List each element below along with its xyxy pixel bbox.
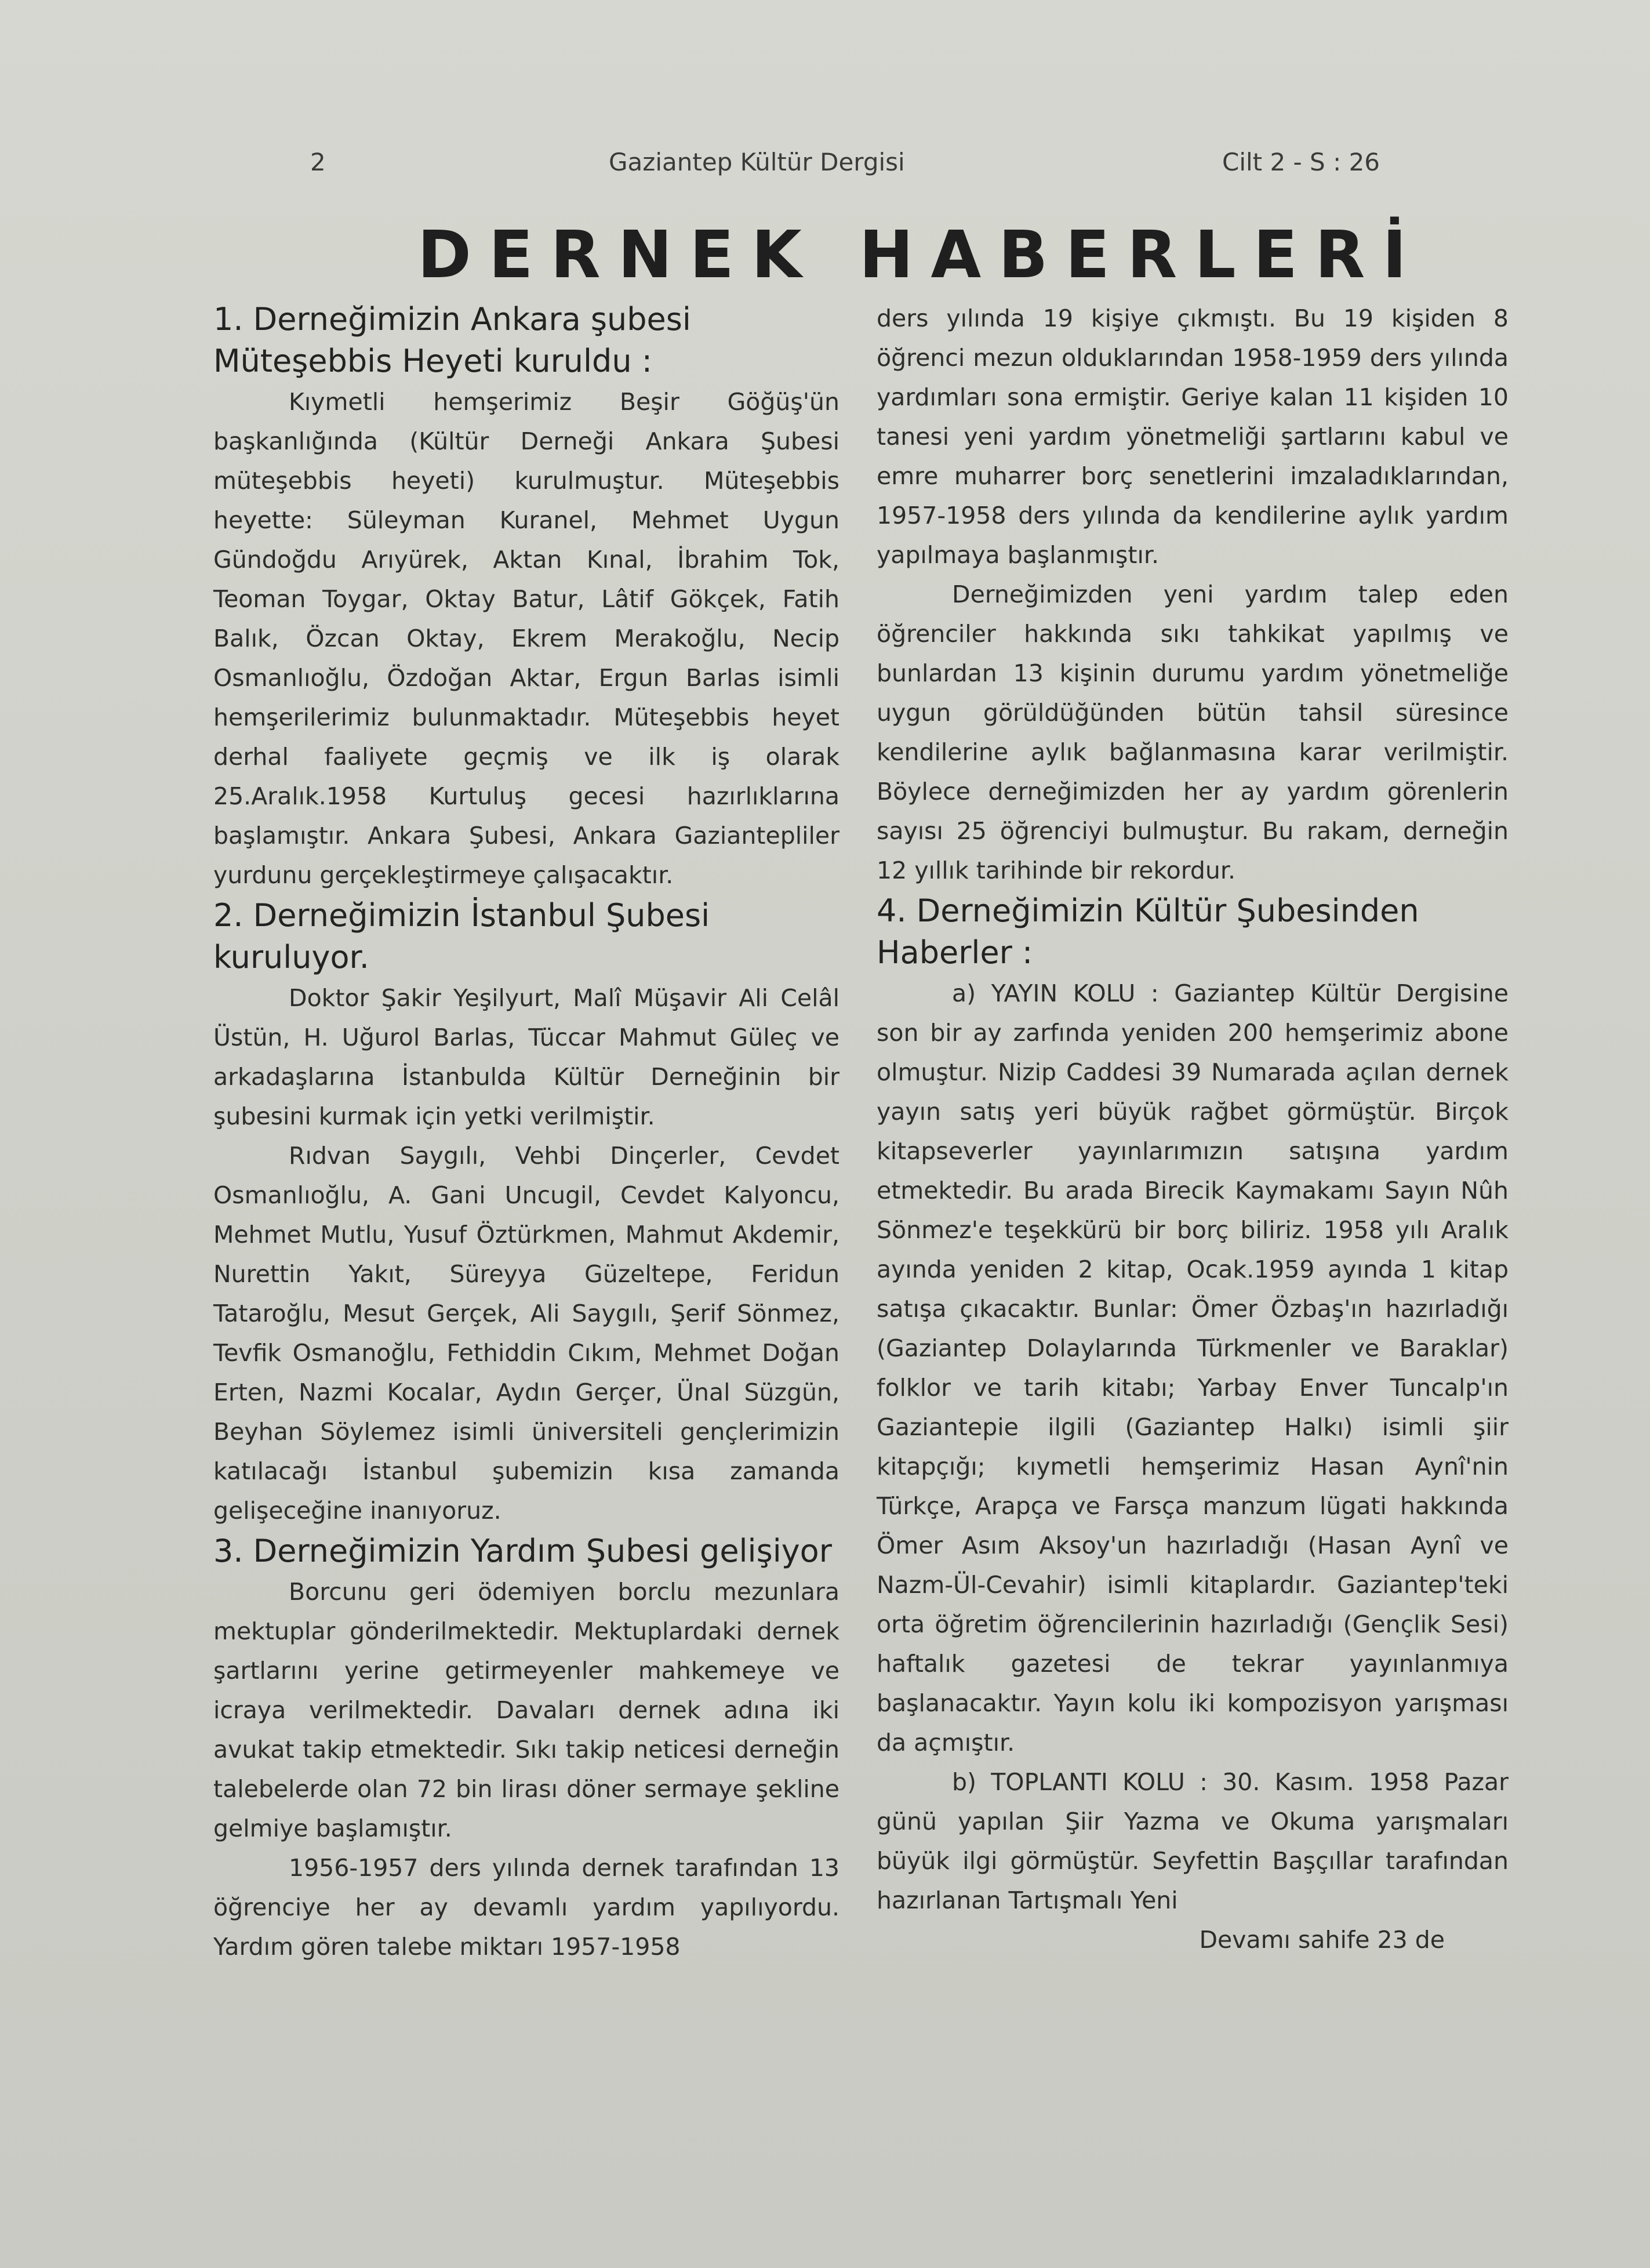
right-paragraph-2: Derneğimizden yeni yardım talep eden öğrenciler hakkında sıkı tahkikat yapılmış ve bunlardan 13 kişinin durumu yardım yönetmeliğe uygun görüldüğünden bütün tahsil süresince kendilerine aylık bağlanmasına karar verilmiştir. Böylece derneğimizden her ay yardım görenlerin sayısı 25 öğrenciyi bulmuştur. Bu rakam, derneğin 12 yıllık tarihinde bir rekordur. bbox=[877, 580, 1509, 884]
journal-name: Gaziantep Kültür Dergisi bbox=[609, 148, 905, 176]
page-number: 2 bbox=[310, 148, 326, 176]
section-2-heading: 2. Derneğimizin İstanbul Şubesi kuruluyor. bbox=[213, 897, 710, 975]
right-paragraph-1: ders yılında 19 kişiye çıkmıştı. Bu 19 kişiden 8 öğrenci mezun olduklarından 1958-1959 ders yılında yardımları sona ermiştir. Geriye kalan 11 kişiden 10 tanesi yeni yardım yönetmeliği şartlarını kabul ve emre muharrer borç senetlerini imzaladıklarından, 1957-1958 ders yılında da kendilerine aylık yardım yapılmaya başlanmıştır. bbox=[877, 304, 1509, 569]
section-3-paragraph-2: 1956-1957 ders yılında dernek tarafından 13 öğrenciye her ay devamlı yardım yapılıyordu. Yardım gören talebe miktarı 1957-1958 bbox=[213, 1854, 839, 1961]
section-1-heading: 1. Derneğimizin Ankara şubesi Müteşebbis Heyeti kuruldu : bbox=[213, 301, 691, 379]
section-4-heading: 4. Derneğimizin Kültür Şubesinden Haberler : bbox=[877, 892, 1419, 971]
continued-note: Devamı sahife 23 de bbox=[1199, 1926, 1445, 1954]
section-3-paragraph-1: Borcunu geri ödemiyen borclu mezunlara mektuplar gönderilmektedir. Mektuplardaki dernek şartlarını yerine getirmeyenler mahkemeye ve icraya verilmektedir. Davaları dernek adına iki avukat takip etmektedir. Sıkı takip neticesi derneğin talebelerde olan 72 bin lirası döner sermaye şekline gelmiye başlamıştır. bbox=[213, 1578, 839, 1842]
right-column bbox=[877, 299, 1509, 1959]
running-header bbox=[0, 148, 1650, 188]
section-2-paragraph-1: Doktor Şakir Yeşilyurt, Malî Müşavir Ali Celâl Üstün, H. Uğurol Barlas, Tüccar Mahmut Güleç ve arkadaşlarına İstanbulda Kültür Derneğinin bir şubesini kurmak için yetki verilmiştir. bbox=[213, 984, 839, 1130]
section-1-paragraph: Kıymetli hemşerimiz Beşir Göğüş'ün başkanlığında (Kültür Derneği Ankara Şubesi müteşebbis heyeti) kurulmuştur. Müteşebbis heyette: Süleyman Kuranel, Mehmet Uygun Gündoğdu Arıyürek, Aktan Kınal, İbrahim Tok, Teoman Toygar, Oktay Batur, Lâtif Gökçek, Fatih Balık, Özcan Oktay, Ekrem Merakoğlu, Necip Osmanlıoğlu, Özdoğan Aktar, Ergun Barlas isimli hemşerilerimiz bulunmaktadır. Müteşebbis heyet derhal faaliyete geçmiş ve ilk iş olarak 25.Aralık.1958 Kurtuluş gecesi hazırlıklarına başlamıştır. Ankara Şubesi, Ankara Gaziantepliler yurdunu gerçekleştirmeye çalışacaktır. bbox=[213, 388, 839, 889]
issue-info: Cilt 2 - S : 26 bbox=[1222, 148, 1380, 176]
page-title: DERNEK HABERLERİ bbox=[417, 217, 1424, 293]
yayin-kolu-paragraph: a) YAYIN KOLU : Gaziantep Kültür Dergisine son bir ay zarfında yeniden 200 hemşerimiz abone olmuştur. Nizip Caddesi 39 Numarada açılan dernek yayın satış yeri büyük rağbet görmüştür. Birçok kitapseverler yayınlarımızın satışına yardım etmektedir. Bu arada Birecik Kaymakamı Sayın Nûh Sönmez'e teşekkürü bir borç biliriz. 1958 yılı Aralık ayında yeniden 2 kitap, Ocak.1959 ayında 1 kitap satışa çıkacaktır. Bunlar: Ömer Özbaş'ın hazırladığı (Gaziantep Dolaylarında Türkmenler ve Baraklar) folklor ve tarih kitabı; Yarbay Enver Tuncalp'ın Gaziantepie ilgili (Gaziantep Halkı) isimli şiir kitapçığı; kıymetli hemşerimiz Hasan Aynî'nin Türkçe, Arapça ve Farsça manzum lügati hakkında Ömer Asım Aksoy'un hazırladığı (Hasan Aynî ve Nazm-Ül-Cevahir) isimli kitaplardır. Gaziantep'teki orta öğretim öğrencilerinin hazırladığı (Gençlik Sesi) haftalık gazetesi de tekrar yayınlanmıya başlanacaktır. Yayın kolu iki kompozisyon yarışması da açmıştır. bbox=[877, 979, 1509, 1757]
section-3-heading: 3. Derneğimizin Yardım Şubesi gelişiyor bbox=[213, 1533, 832, 1569]
left-column bbox=[213, 299, 839, 1966]
toplanti-kolu-paragraph: b) TOPLANTI KOLU : 30. Kasım. 1958 Pazar günü yapılan Şiir Yazma ve Okuma yarışmaları büyük ilgi görmüştür. Seyfettin Başçıllar tarafından hazırlanan Tartışmalı Yeni bbox=[877, 1768, 1509, 1914]
section-2-paragraph-2: Rıdvan Saygılı, Vehbi Dinçerler, Cevdet Osmanlıoğlu, A. Gani Uncugil, Cevdet Kalyoncu, Mehmet Mutlu, Yusuf Öztürkmen, Mahmut Akdemir, Nurettin Yakıt, Süreyya Güzeltepe, Feridun Tataroğlu, Mesut Gerçek, Ali Saygılı, Şerif Sönmez, Tevfik Osmanoğlu, Fethiddin Cıkım, Mehmet Doğan Erten, Nazmi Kocalar, Aydın Gerçer, Ünal Süzgün, Beyhan Söylemez isimli üniversiteli gençlerimizin katılacağı İstanbul şubemizin kısa zamanda gelişeceğine inanıyoruz. bbox=[213, 1142, 839, 1525]
